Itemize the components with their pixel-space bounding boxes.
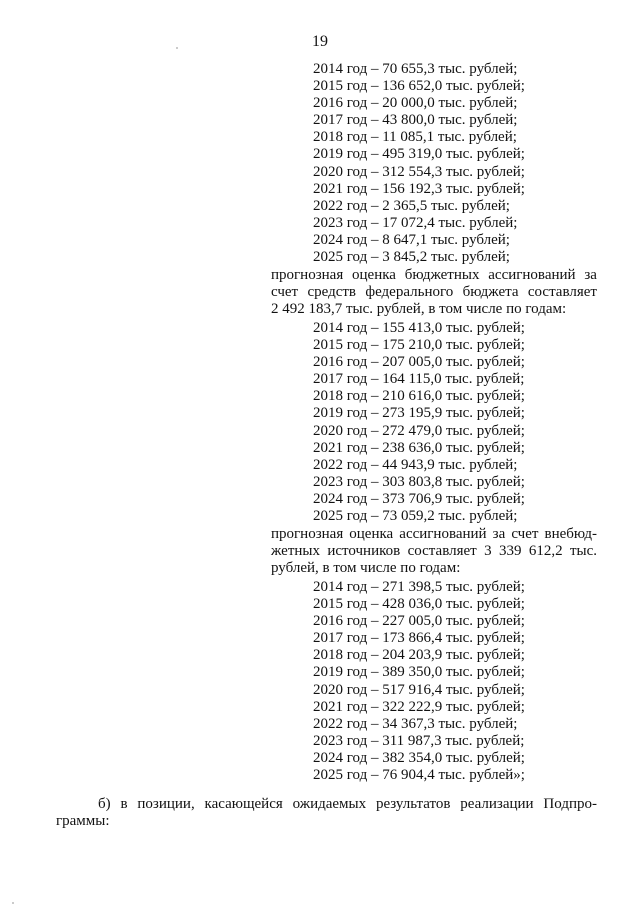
group3-line: 2014 год – 271 398,5 тыс. рублей;: [313, 579, 525, 595]
group1-line: 2025 год – 3 845,2 тыс. рублей;: [313, 249, 510, 265]
group2-line: 2021 год – 238 636,0 тыс. рублей;: [313, 440, 525, 456]
paragraph-line: 2 492 183,7 тыс. рублей, в том числе по годам:: [271, 301, 567, 318]
group2-line: 2019 год – 273 195,9 тыс. рублей;: [313, 405, 525, 421]
group2-line: 2014 год – 155 413,0 тыс. рублей;: [313, 320, 525, 336]
group3-line: 2023 год – 311 987,3 тыс. рублей;: [313, 733, 525, 749]
group2-line: 2023 год – 303 803,8 тыс. рублей;: [313, 474, 525, 490]
group2-line: 2018 год – 210 616,0 тыс. рублей;: [313, 388, 525, 404]
group2-line: 2015 год – 175 210,0 тыс. рублей;: [313, 337, 525, 353]
federal-budget-paragraph: [271, 267, 597, 319]
paragraph-line: счет средств федерального бюджета составляет: [271, 284, 597, 301]
group3-line: 2016 год – 227 005,0 тыс. рублей;: [313, 613, 525, 629]
group2-line: 2024 год – 373 706,9 тыс. рублей;: [313, 491, 525, 507]
group3-line: 2022 год – 34 367,3 тыс. рублей;: [313, 716, 518, 732]
group1-line: 2021 год – 156 192,3 тыс. рублей;: [313, 181, 525, 197]
group1-line: 2018 год – 11 085,1 тыс. рублей;: [313, 129, 517, 145]
paragraph-line: рублей, в том числе по годам:: [271, 560, 461, 577]
group3-line: 2019 год – 389 350,0 тыс. рублей;: [313, 664, 525, 680]
group3-line: 2020 год – 517 916,4 тыс. рублей;: [313, 682, 525, 698]
group1-line: 2014 год – 70 655,3 тыс. рублей;: [313, 61, 518, 77]
group2-line: 2025 год – 73 059,2 тыс. рублей;: [313, 508, 518, 524]
expected-results-paragraph: [98, 796, 597, 813]
paragraph-line: граммы:: [56, 813, 110, 829]
group2-line: 2017 год – 164 115,0 тыс. рублей;: [313, 371, 525, 387]
group3-line: 2015 год – 428 036,0 тыс. рублей;: [313, 596, 525, 612]
group3-line: 2024 год – 382 354,0 тыс. рублей;: [313, 750, 525, 766]
group1-line: 2016 год – 20 000,0 тыс. рублей;: [313, 95, 518, 111]
page-number: 19: [312, 33, 328, 50]
group1-line: 2020 год – 312 554,3 тыс. рублей;: [313, 164, 525, 180]
group1-line: 2022 год – 2 365,5 тыс. рублей;: [313, 198, 510, 214]
group1-line: 2019 год – 495 319,0 тыс. рублей;: [313, 146, 525, 162]
group2-line: 2022 год – 44 943,9 тыс. рублей;: [313, 457, 518, 473]
group3-line: 2025 год – 76 904,4 тыс. рублей»;: [313, 767, 525, 783]
scan-speck: [12, 902, 14, 904]
group3-line: 2021 год – 322 222,9 тыс. рублей;: [313, 699, 525, 715]
paragraph-line: жетных источников составляет 3 339 612,2 тыс.: [271, 543, 597, 560]
paragraph-line: прогнозная оценка ассигнований за счет внебюд-: [271, 526, 597, 542]
group2-line: 2020 год – 272 479,0 тыс. рублей;: [313, 423, 525, 439]
paragraph-line: прогнозная оценка бюджетных ассигнований за: [271, 267, 597, 283]
extrabudgetary-paragraph: [271, 526, 597, 578]
scan-speck: [176, 47, 178, 49]
group3-line: 2017 год – 173 866,4 тыс. рублей;: [313, 630, 525, 646]
group1-line: 2023 год – 17 072,4 тыс. рублей;: [313, 215, 518, 231]
group2-line: 2016 год – 207 005,0 тыс. рублей;: [313, 354, 525, 370]
paragraph-line: б) в позиции, касающейся ожидаемых результатов реализации Подпро-: [98, 796, 597, 812]
group1-line: 2024 год – 8 647,1 тыс. рублей;: [313, 232, 510, 248]
group3-line: 2018 год – 204 203,9 тыс. рублей;: [313, 647, 525, 663]
group1-line: 2017 год – 43 800,0 тыс. рублей;: [313, 112, 518, 128]
group1-line: 2015 год – 136 652,0 тыс. рублей;: [313, 78, 525, 94]
